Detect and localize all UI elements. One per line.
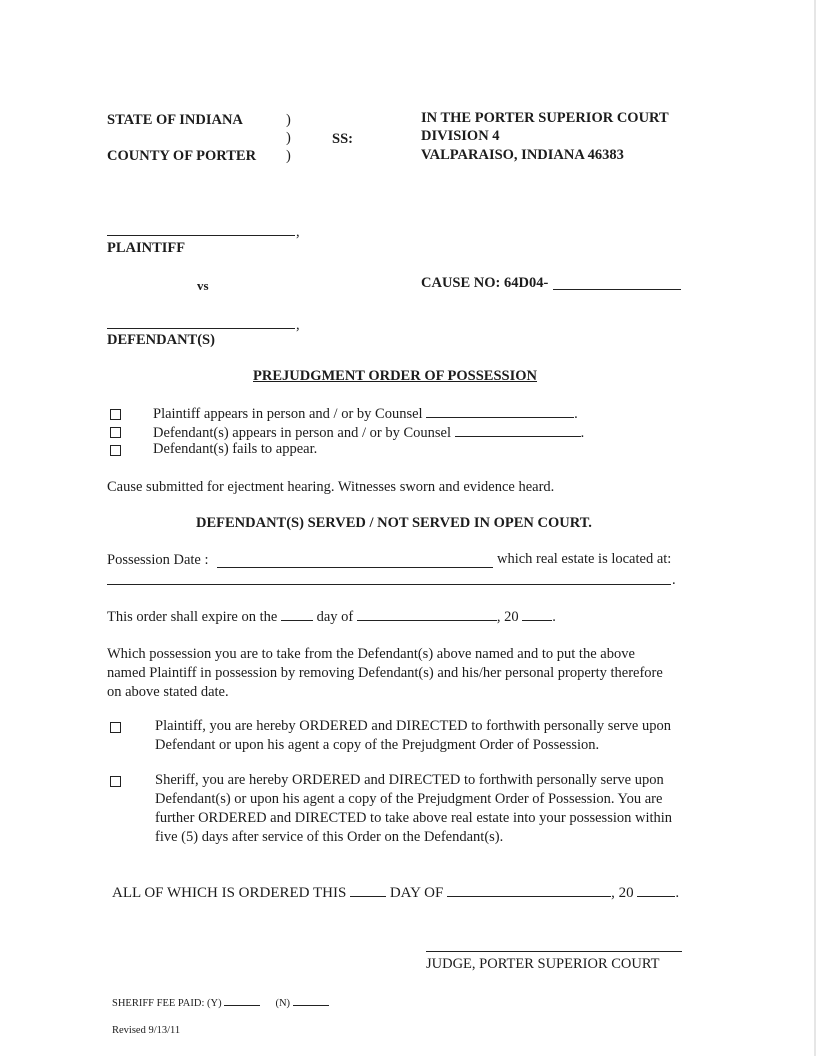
expire-day-field[interactable] (281, 607, 313, 621)
revision-date: Revised 9/13/11 (112, 1025, 181, 1036)
possession-date-field[interactable] (217, 567, 493, 568)
expire-year-prefix: , 20 (496, 609, 519, 625)
real-estate-address-field[interactable] (107, 584, 671, 585)
plaintiff-label: PLAINTIFF (107, 240, 186, 256)
plaintiff-serve-line: Plaintiff, you are hereby ORDERED and DIRECTED to forthwith personally serve upon (155, 718, 671, 734)
served-heading: DEFENDANT(S) SERVED / NOT SERVED IN OPEN COURT. (196, 515, 592, 531)
expire-day-label: day of (316, 609, 354, 625)
sheriff-serve-line: further ORDERED and DIRECTED to take above real estate into your possession within (155, 810, 673, 826)
judge-signature-line[interactable] (426, 951, 682, 952)
defendant-appears-item (153, 423, 584, 442)
sheriff-serve-line: Defendant(s) or upon his agent a copy of the Prejudgment Order of Possession. You are (155, 791, 663, 807)
judge-title: JUDGE, PORTER SUPERIOR COURT (426, 956, 660, 972)
document-title: PREJUDGMENT ORDER OF POSSESSION (253, 368, 538, 384)
plaintiff-appears-text: Plaintiff appears in person and / or by Counsel (153, 406, 423, 422)
real-estate-label: which real estate is located at: (497, 551, 672, 567)
plaintiff-name-line[interactable] (107, 235, 295, 236)
defendant-fails-checkbox[interactable] (110, 445, 121, 456)
vs-label: vs (197, 278, 209, 293)
ordered-year-field[interactable] (637, 883, 675, 897)
expire-year-field[interactable] (522, 607, 552, 621)
hearing-statement: Cause submitted for ejectment hearing. Witnesses sworn and evidence heard. (107, 479, 555, 495)
sheriff-fee-label: SHERIFF FEE PAID: (Y) (112, 998, 222, 1009)
sheriff-fee-no-label: (N) (275, 998, 291, 1009)
court-location: VALPARAISO, INDIANA 46383 (421, 147, 624, 163)
ordered-month-field[interactable] (447, 883, 611, 897)
address-period: . (672, 572, 676, 588)
plaintiff-comma: , (296, 224, 300, 240)
plaintiff-serve-checkbox[interactable] (110, 722, 121, 733)
defendant-comma: , (296, 317, 300, 333)
sheriff-serve-order (155, 771, 672, 847)
ordered-prefix: ALL OF WHICH IS ORDERED THIS (112, 885, 347, 901)
defendant-appears-checkbox[interactable] (110, 427, 121, 438)
defendant-appears-period: . (580, 425, 585, 441)
plaintiff-appears-period: . (574, 406, 578, 422)
possession-instructions-line: named Plaintiff in possession by removing Defendant(s) and his/her personal property therefore (107, 665, 663, 681)
sheriff-fee-row (112, 995, 329, 1009)
expire-prefix: This order shall expire on the (107, 609, 278, 625)
expire-period: . (552, 609, 556, 625)
sheriff-serve-line: five (5) days after service of this Order on the Defendant(s). (155, 829, 504, 845)
county-label: COUNTY OF PORTER (107, 148, 257, 164)
bracket-2: ) (286, 130, 291, 146)
ss-label: SS: (332, 131, 353, 147)
defendant-label: DEFENDANT(S) (107, 332, 215, 348)
ordered-date-line (112, 883, 679, 902)
defendant-name-line[interactable] (107, 328, 295, 329)
plaintiff-serve-order (155, 717, 671, 755)
cause-number-field[interactable] (553, 289, 681, 290)
defendant-appears-text: Defendant(s) appears in person and / or by Counsel (153, 425, 451, 441)
bracket-3: ) (286, 148, 291, 164)
plaintiff-serve-line: Defendant or upon his agent a copy of the Prejudgment Order of Possession. (155, 737, 600, 753)
expiration-line (107, 607, 556, 626)
possession-instructions-line: on above stated date. (107, 684, 229, 700)
possession-instructions-line: Which possession you are to take from the Defendant(s) above named and to put the above (107, 646, 635, 662)
ordered-day-label: DAY OF (389, 885, 444, 901)
possession-instructions (107, 645, 663, 702)
sheriff-fee-no-field[interactable] (293, 995, 329, 1006)
bracket-1: ) (286, 112, 291, 128)
sheriff-serve-checkbox[interactable] (110, 776, 121, 787)
plaintiff-appears-item (153, 404, 578, 423)
state-label: STATE OF INDIANA (107, 112, 243, 128)
cause-number-label: CAUSE NO: 64D04- (421, 275, 549, 291)
sheriff-serve-line: Sheriff, you are hereby ORDERED and DIRECTED to forthwith personally serve upon (155, 772, 664, 788)
defendant-counsel-field[interactable] (455, 423, 581, 437)
expire-month-field[interactable] (357, 607, 497, 621)
court-name: IN THE PORTER SUPERIOR COURT (421, 110, 669, 126)
ordered-period: . (675, 885, 680, 901)
sheriff-fee-yes-field[interactable] (224, 995, 260, 1006)
possession-date-label: Possession Date : (107, 552, 209, 568)
ordered-day-field[interactable] (350, 883, 386, 897)
ordered-year-prefix: , 20 (611, 885, 634, 901)
defendant-fails-text: Defendant(s) fails to appear. (153, 441, 318, 457)
plaintiff-appears-checkbox[interactable] (110, 409, 121, 420)
plaintiff-counsel-field[interactable] (426, 404, 574, 418)
court-division: DIVISION 4 (421, 128, 500, 144)
